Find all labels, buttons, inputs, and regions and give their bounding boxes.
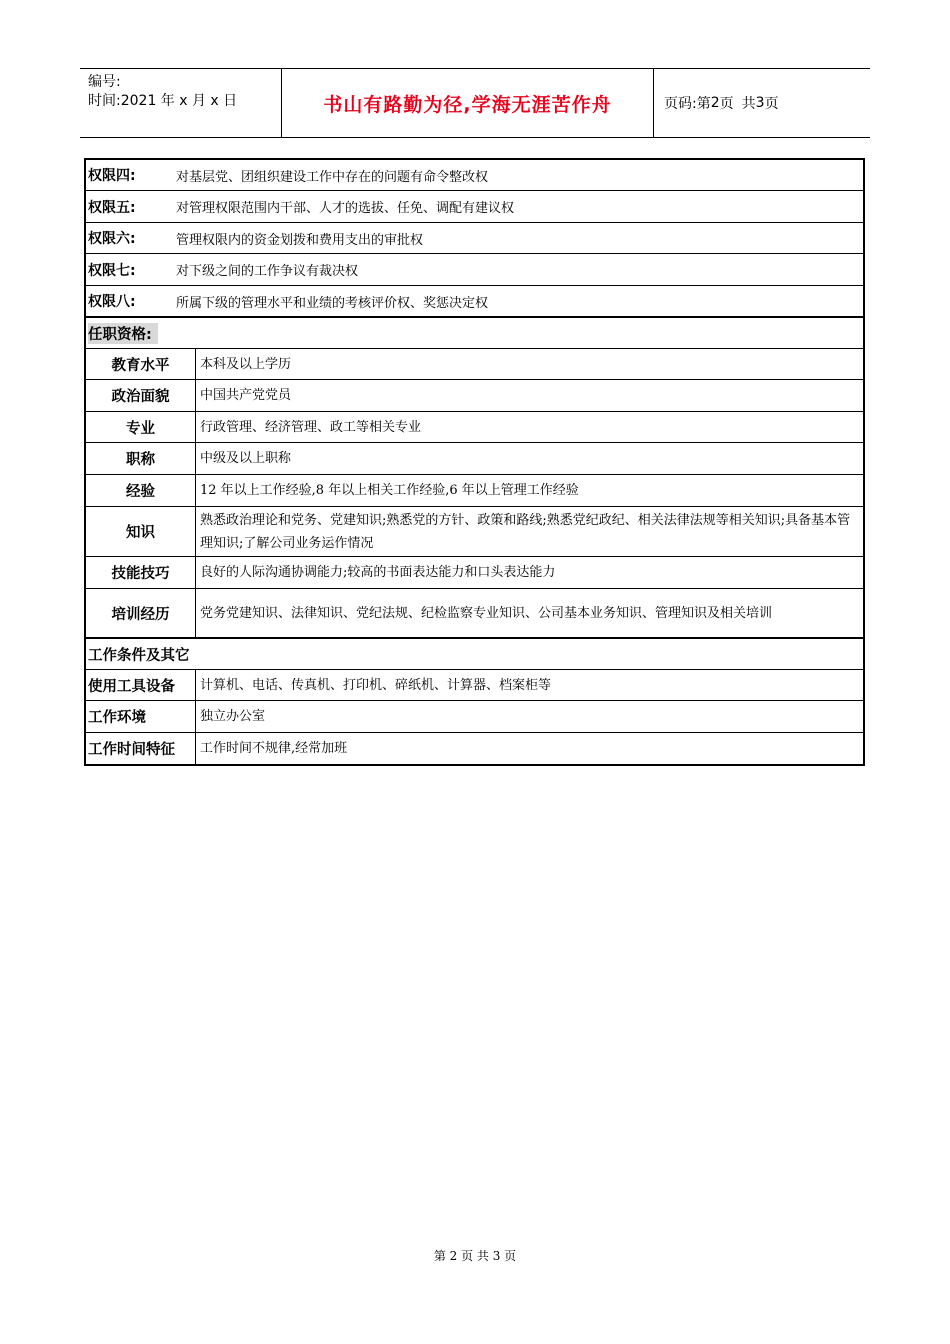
- permission-text: 对基层党、团组织建设工作中存在的问题有命令整改权: [176, 169, 489, 185]
- qualification-label: 专业: [86, 412, 196, 442]
- header-page-info: [654, 69, 870, 137]
- permission-row: [86, 286, 863, 318]
- work-condition-label: 使用工具设备: [86, 670, 196, 700]
- qualification-text: 熟悉政治理论和党务、党建知识;熟悉党的方针、政策和路线;熟悉党纪政纪、相关法律法规等相关知识;具备基本管理知识;了解公司业务运作情况: [200, 512, 851, 551]
- work-condition-label: 工作环境: [86, 701, 196, 732]
- qualification-text: 中国共产党党员: [200, 388, 292, 403]
- qualification-row: [86, 475, 863, 507]
- page-mid: 页: [719, 96, 734, 112]
- work-condition-row: [86, 733, 863, 764]
- qualifications-title: 任职资格:: [88, 323, 158, 344]
- qualification-row: [86, 507, 863, 557]
- permission-text: 对管理权限范围内干部、人才的选拔、任免、调配有建议权: [176, 201, 515, 216]
- qualification-text: 12 年以上工作经验,8 年以上相关工作经验,6 年以上管理工作经验: [200, 483, 579, 498]
- work-condition-text: 计算机、电话、传真机、打印机、碎纸机、计算器、档案柜等: [200, 677, 552, 693]
- work-condition-text: 独立办公室: [200, 709, 266, 724]
- permission-label: 权限四:: [88, 168, 136, 184]
- page-header: [80, 68, 870, 138]
- work-conditions-title: 工作条件及其它: [88, 647, 190, 664]
- qualification-text: 行政管理、经济管理、政工等相关专业: [200, 419, 422, 435]
- document-number-label: 编号:: [88, 74, 121, 90]
- qualification-row: [86, 412, 863, 443]
- permission-label: 权限八:: [88, 294, 136, 310]
- qualification-text: 中级及以上职称: [200, 451, 292, 466]
- work-condition-row: [86, 701, 863, 733]
- qualification-row: [86, 443, 863, 475]
- page-current: 2: [710, 95, 720, 111]
- document-time-label: 时间:2021 年 x 月 x 日: [88, 93, 238, 109]
- permission-row: [86, 160, 863, 191]
- permission-label: 权限六:: [88, 231, 136, 247]
- qualification-label: 政治面貌: [86, 380, 196, 411]
- qualification-row: [86, 380, 863, 412]
- qualification-label: 教育水平: [86, 349, 196, 379]
- qualifications-section-header: [86, 318, 863, 349]
- permission-row: [86, 254, 863, 286]
- page-total: 3: [755, 95, 765, 111]
- work-condition-row: [86, 670, 863, 701]
- permission-text: 所属下级的管理水平和业绩的考核评价权、奖惩决定权: [176, 295, 489, 311]
- permission-text: 对下级之间的工作争议有裁决权: [176, 264, 359, 279]
- work-conditions-section-header: [86, 639, 863, 670]
- qualification-row: [86, 557, 863, 589]
- work-condition-label: 工作时间特征: [86, 733, 196, 764]
- permission-row: [86, 191, 863, 223]
- page-total-prefix: 共: [741, 96, 756, 112]
- qualification-label: 知识: [86, 507, 196, 556]
- job-description-table: [84, 158, 865, 766]
- permission-text: 管理权限内的资金划拨和费用支出的审批权: [176, 232, 424, 248]
- header-meta: [80, 69, 281, 137]
- page-suffix: 页: [764, 96, 779, 112]
- qualification-text: 本科及以上学历: [200, 356, 292, 372]
- page-prefix: 页码:第: [664, 96, 711, 112]
- qualification-label: 经验: [86, 475, 196, 506]
- qualification-row: [86, 349, 863, 380]
- permission-row: [86, 223, 863, 254]
- header-motto: 书山有路勤为径,学海无涯苦作舟: [281, 69, 654, 137]
- qualification-row: [86, 589, 863, 639]
- qualification-label: 职称: [86, 443, 196, 474]
- qualification-label: 技能技巧: [86, 557, 196, 588]
- page-footer: 第 2 页 共 3 页: [433, 1249, 517, 1263]
- qualification-text: 良好的人际沟通协调能力;较高的书面表达能力和口头表达能力: [200, 565, 556, 580]
- qualification-label: 培训经历: [86, 589, 196, 637]
- permission-label: 权限七:: [88, 262, 136, 279]
- work-condition-text: 工作时间不规律,经常加班: [200, 741, 348, 756]
- permission-label: 权限五:: [88, 199, 136, 216]
- qualification-text: 党务党建知识、法律知识、党纪法规、纪检监察专业知识、公司基本业务知识、管理知识及相关培训: [200, 605, 773, 621]
